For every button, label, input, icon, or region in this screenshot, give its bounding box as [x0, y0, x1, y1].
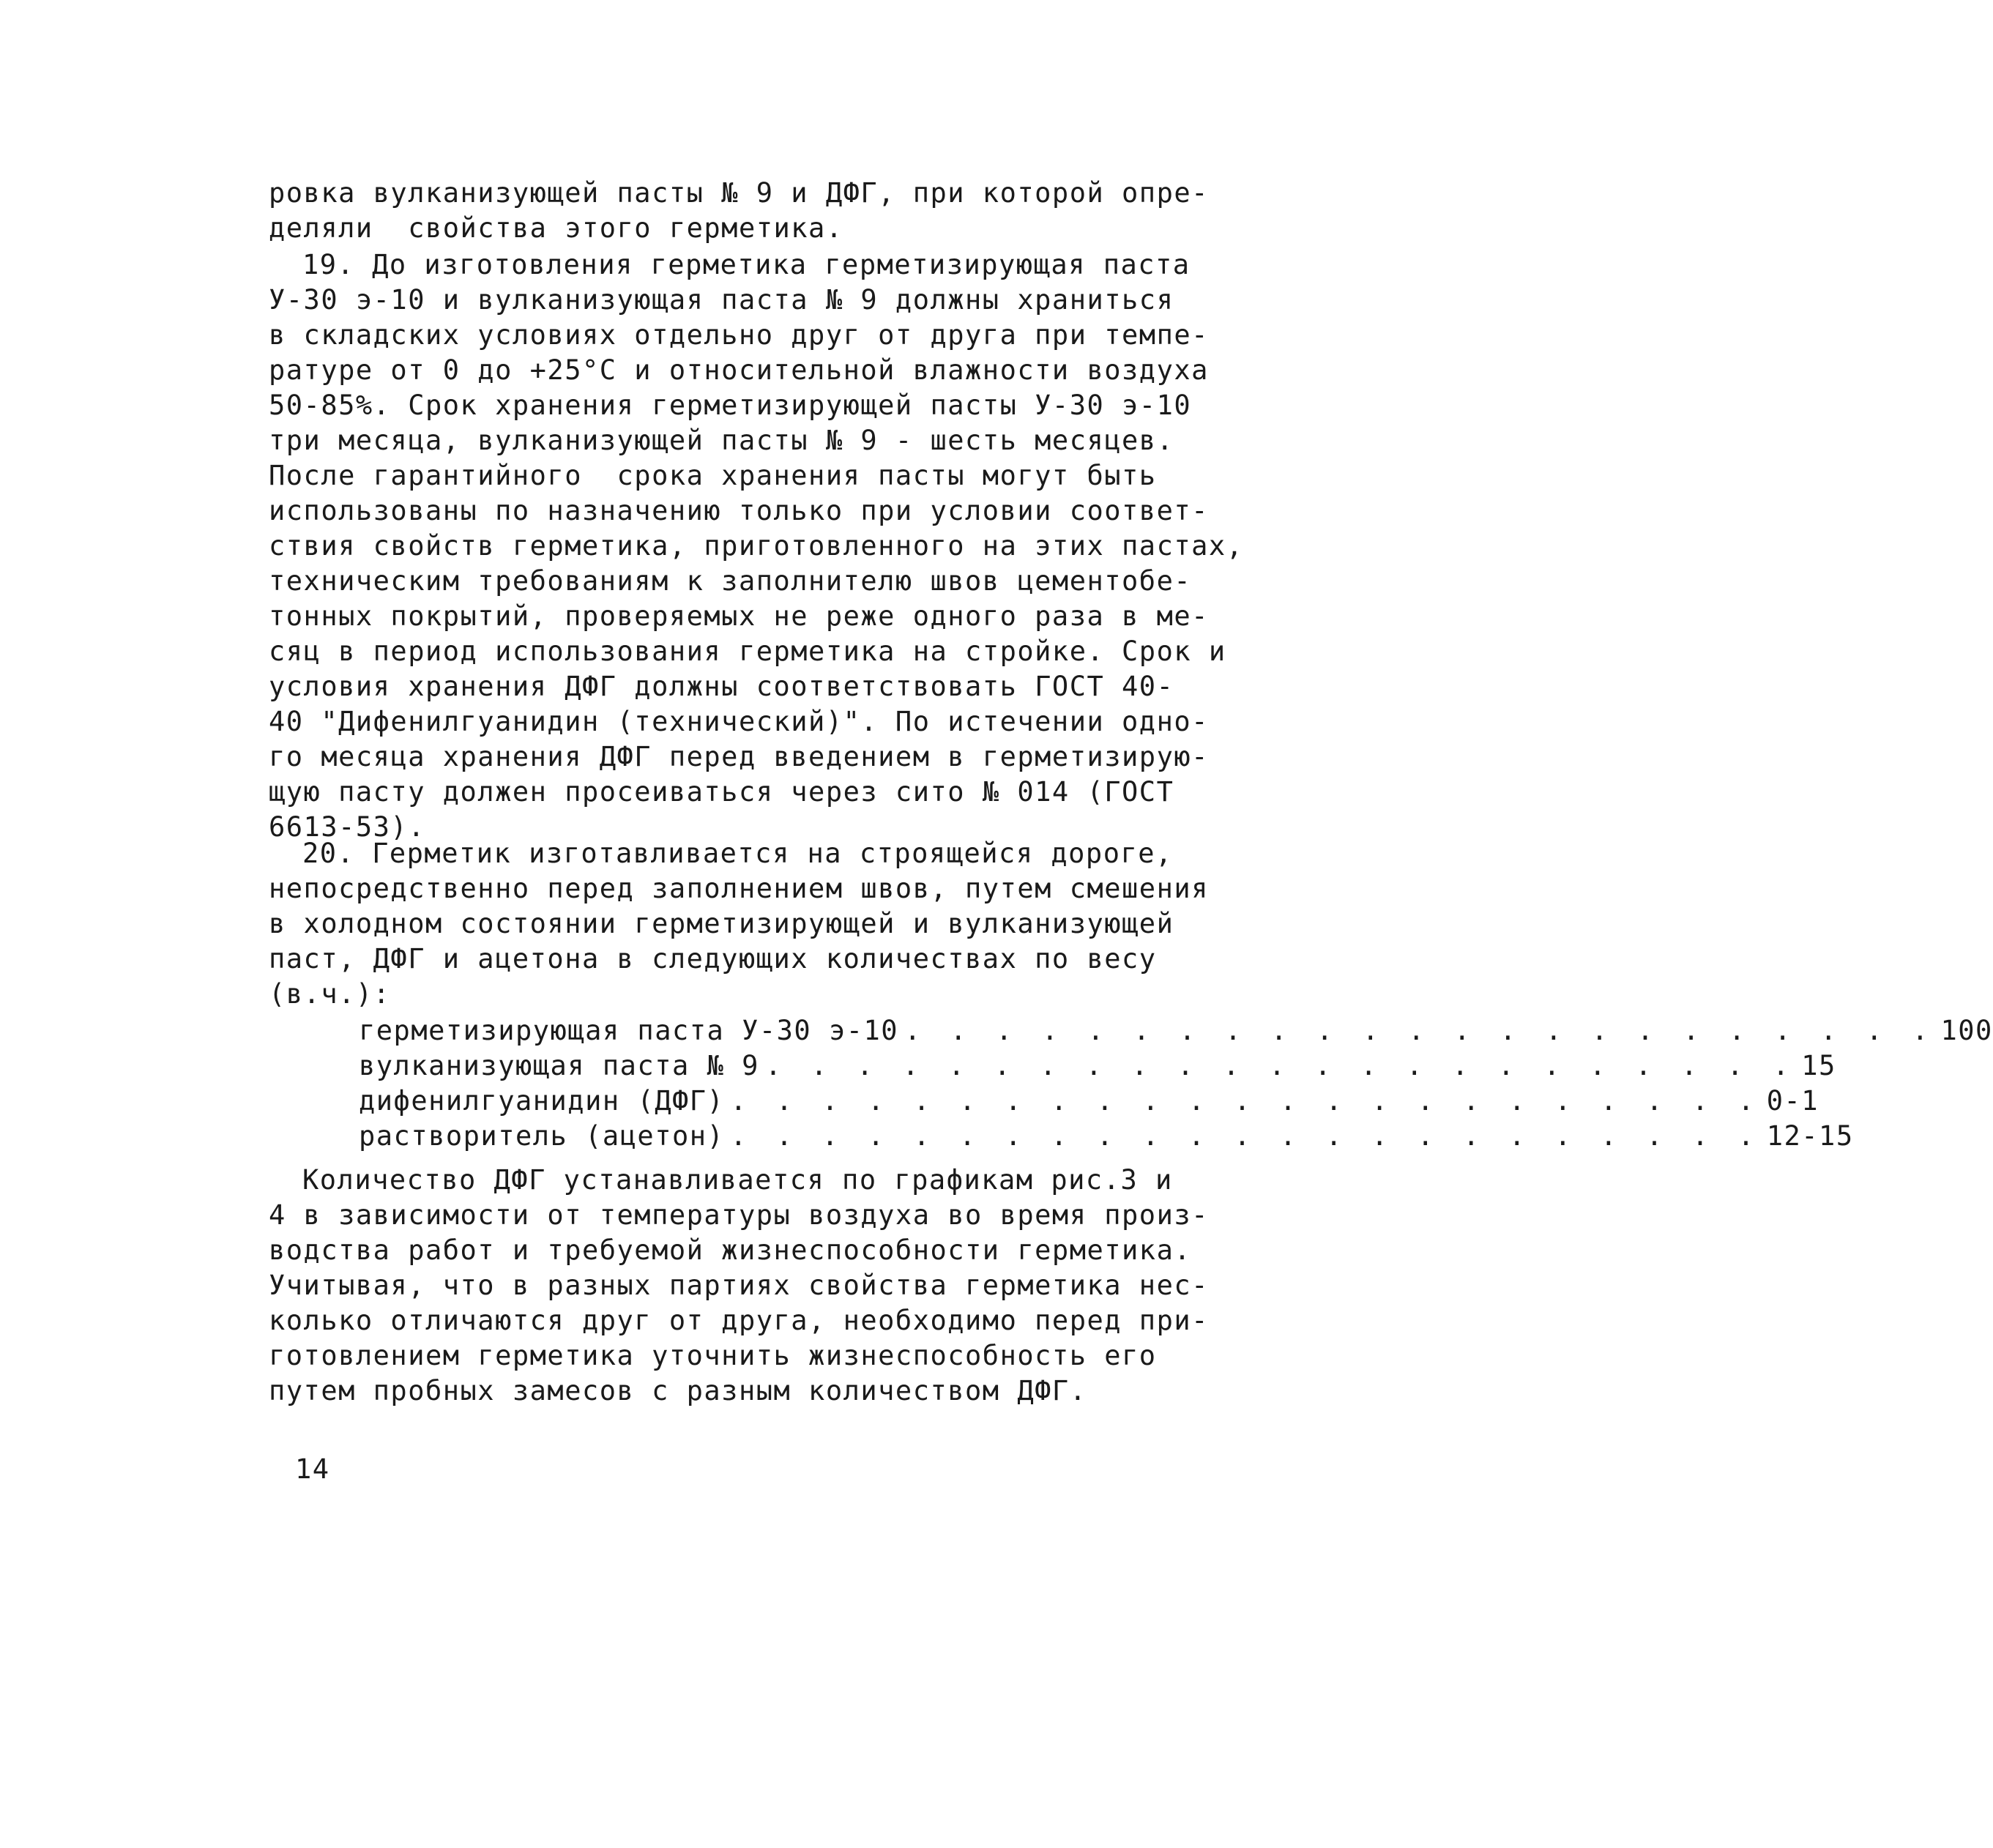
recipe-item-name: вулканизующая паста № 9: [359, 1050, 759, 1081]
recipe-item-name: дифенилгуанидин (ДФГ): [359, 1085, 725, 1117]
recipe-item-value: 0-1: [1766, 1085, 1819, 1117]
text-line: условия хранения ДФГ должны соответствовать ГОСТ 40-: [269, 671, 1174, 702]
text-line: путем пробных замесов с разным количеством ДФГ.: [269, 1375, 1087, 1407]
recipe-list: [359, 1013, 1993, 1154]
text-line: тонных покрытий, проверяемых не реже одного раза в ме-: [269, 600, 1209, 632]
text-line: щую пасту должен просеиваться через сито № 014 (ГОСТ: [269, 776, 1174, 808]
text-line: (в.ч.):: [269, 978, 391, 1010]
paragraph-19: [269, 247, 1244, 845]
recipe-item: [359, 1084, 1819, 1119]
text-line: водства работ и требуемой жизнеспособности герметика.: [269, 1234, 1192, 1266]
text-line: 6613-53).: [269, 811, 425, 843]
text-line: 50-85%. Срок хранения герметизирующей пасты У-30 э-10: [269, 390, 1192, 421]
text-line: ствия свойств герметика, приготовленного на этих пастах,: [269, 530, 1244, 562]
text-line: ратуре от 0 до +25°С и относительной влажности воздуха: [269, 354, 1209, 386]
text-line: 40 "Дифенилгуанидин (технический)". По истечении одно-: [269, 706, 1209, 737]
recipe-item-name: растворитель (ацетон): [359, 1120, 725, 1152]
text-line: ровка вулканизующей пасты № 9 и ДФГ, при которой опре-: [269, 177, 1209, 209]
leader-dots: . . . . . . . . . . . . . . . . . . . . . . .: [904, 1015, 1935, 1046]
text-line: 4 в зависимости от температуры воздуха во время произ-: [269, 1199, 1209, 1231]
recipe-item-value: 100: [1940, 1015, 1993, 1046]
page-number: 14: [295, 1453, 330, 1485]
recipe-item: [359, 1119, 1854, 1154]
text-line: го месяца хранения ДФГ перед введением в герметизирую-: [269, 741, 1209, 772]
text-line: Количество ДФГ устанавливается по графикам рис.3 и: [302, 1164, 1173, 1196]
recipe-item-value: 15: [1801, 1050, 1836, 1081]
text-line: непосредственно перед заполнением швов, путем смешения: [269, 873, 1209, 904]
text-line: 19. До изготовления герметика герметизирующая паста: [302, 249, 1191, 280]
text-line: 20. Герметик изготавливается на строящейся дороге,: [302, 838, 1173, 869]
recipe-item-value: 12-15: [1766, 1120, 1854, 1152]
leader-dots: . . . . . . . . . . . . . . . . . . . . . . .: [730, 1120, 1761, 1152]
leader-dots: . . . . . . . . . . . . . . . . . . . . . . .: [764, 1050, 1796, 1081]
paragraph-20: [269, 836, 1209, 1012]
text-line: в складских условиях отдельно друг от друга при темпе-: [269, 319, 1209, 351]
text-line: После гарантийного срока хранения пасты могут быть: [269, 460, 1157, 491]
text-line: техническим требованиям к заполнителю швов цементобе-: [269, 565, 1192, 597]
text-line: в холодном состоянии герметизирующей и вулканизующей: [269, 908, 1174, 939]
text-line: использованы по назначению только при условии соответ-: [269, 495, 1209, 526]
text-line: колько отличаются друг от друга, необходимо перед при-: [269, 1305, 1209, 1336]
text-line: сяц в период использования герметика на стройке. Срок и: [269, 636, 1226, 667]
text-line: Учитывая, что в разных партиях свойства герметика нес-: [269, 1270, 1209, 1301]
text-line: У-30 э-10 и вулканизующая паста № 9 должны храниться: [269, 284, 1174, 316]
recipe-item: [359, 1013, 1993, 1048]
text-line: деляли свойства этого герметика.: [269, 212, 843, 244]
text-line: паст, ДФГ и ацетона в следующих количествах по весу: [269, 943, 1157, 975]
leader-dots: . . . . . . . . . . . . . . . . . . . . . . .: [730, 1085, 1761, 1117]
recipe-item-name: герметизирующая паста У-30 э-10: [359, 1015, 899, 1046]
paragraph-dfg-quantity: [269, 1163, 1209, 1409]
text-line: готовлением герметика уточнить жизнеспособность его: [269, 1340, 1157, 1371]
paragraph-continuation: [269, 176, 1209, 246]
recipe-item: [359, 1048, 1836, 1084]
text-line: три месяца, вулканизующей пасты № 9 - шесть месяцев.: [269, 425, 1174, 456]
